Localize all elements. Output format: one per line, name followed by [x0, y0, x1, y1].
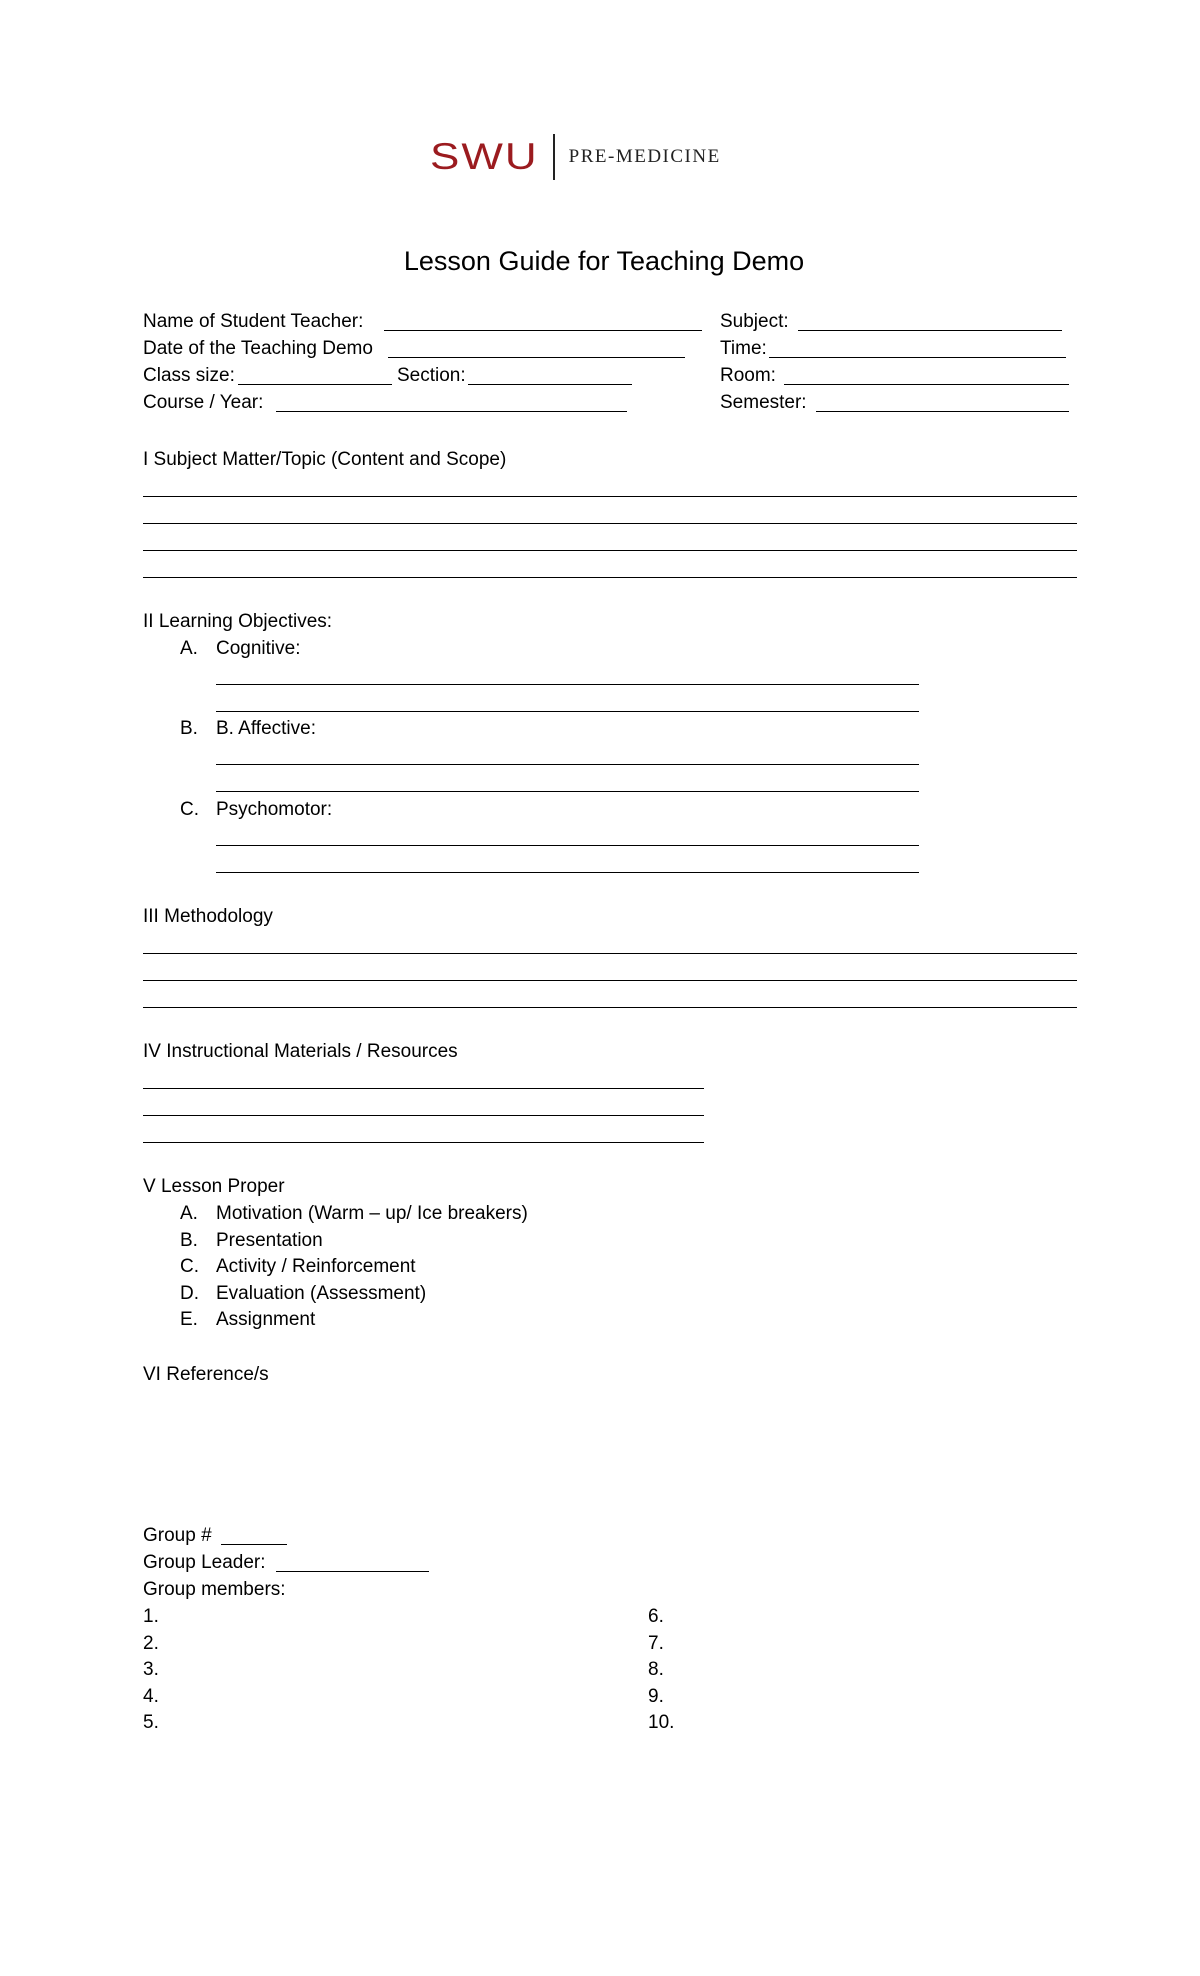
section-materials-heading: IV Instructional Materials / Resources	[143, 1041, 458, 1062]
methodology-line[interactable]	[143, 953, 1077, 954]
list-item-label: Assignment	[216, 1309, 316, 1330]
time-field[interactable]	[769, 357, 1066, 358]
objective-item-cognitive	[180, 636, 780, 663]
logo-divider	[553, 134, 555, 180]
objective-item-affective	[180, 716, 780, 743]
list-item-label: Presentation	[216, 1229, 323, 1251]
time-label: Time:	[720, 338, 767, 359]
section-field[interactable]	[468, 384, 632, 385]
course-year-label: Course / Year:	[143, 392, 264, 413]
cognitive-line[interactable]	[216, 711, 919, 712]
list-marker: A.	[180, 638, 198, 659]
objective-label: Psychomotor:	[216, 799, 333, 820]
page-title: Lesson Guide for Teaching Demo	[403, 246, 805, 276]
logo-subtitle: PRE-MEDICINE	[568, 146, 721, 167]
list-item-label: Motivation (Warm – up/ Ice breakers)	[216, 1203, 528, 1224]
group-number-label: Group #	[143, 1525, 212, 1546]
member-number: 5.	[143, 1712, 159, 1733]
objective-label: B. Affective:	[216, 718, 316, 739]
member-number: 2.	[143, 1632, 159, 1654]
student-teacher-field[interactable]	[384, 330, 702, 331]
affective-line[interactable]	[216, 764, 919, 765]
course-year-field[interactable]	[276, 411, 627, 412]
member-number: 8.	[648, 1659, 664, 1680]
class-size-label: Class size:	[143, 365, 235, 386]
semester-label: Semester:	[720, 392, 807, 413]
list-marker: A.	[180, 1203, 198, 1224]
list-marker: C.	[180, 1256, 199, 1277]
group-members-left	[143, 1604, 443, 1737]
list-marker: B.	[180, 718, 198, 739]
section-lesson-proper-heading: V Lesson Proper	[143, 1176, 285, 1197]
list-marker: C.	[180, 799, 199, 820]
subject-matter-line[interactable]	[143, 577, 1077, 578]
subject-label: Subject:	[720, 311, 789, 332]
objective-item-psychomotor	[180, 797, 780, 824]
psychomotor-line[interactable]	[216, 872, 919, 873]
section-learning-objectives-heading: II Learning Objectives:	[143, 611, 333, 632]
member-number: 9.	[648, 1685, 664, 1707]
list-item	[180, 1228, 780, 1255]
group-members-right	[648, 1604, 948, 1737]
list-item-label: Activity / Reinforcement	[216, 1256, 416, 1277]
affective-line[interactable]	[216, 791, 919, 792]
date-field[interactable]	[388, 357, 685, 358]
list-item	[180, 1254, 780, 1281]
list-marker: E.	[180, 1309, 198, 1330]
list-item	[180, 1307, 780, 1334]
group-number-field[interactable]	[221, 1544, 287, 1545]
member-number: 7.	[648, 1632, 664, 1654]
class-size-field[interactable]	[238, 384, 392, 385]
section-label: Section:	[397, 365, 466, 386]
group-leader-label: Group Leader:	[143, 1552, 266, 1573]
subject-matter-line[interactable]	[143, 550, 1077, 551]
list-item	[180, 1281, 780, 1308]
member-number: 3.	[143, 1659, 159, 1680]
list-item	[180, 1201, 780, 1228]
cognitive-line[interactable]	[216, 684, 919, 685]
subject-matter-line[interactable]	[143, 523, 1077, 524]
logo-mark: SWU	[430, 135, 539, 178]
semester-field[interactable]	[816, 411, 1069, 412]
room-label: Room:	[720, 365, 776, 386]
date-label: Date of the Teaching Demo	[143, 338, 373, 359]
lesson-proper-list	[180, 1201, 780, 1334]
psychomotor-line[interactable]	[216, 845, 919, 846]
methodology-line[interactable]	[143, 1007, 1077, 1008]
group-members-label: Group members:	[143, 1579, 286, 1600]
materials-line[interactable]	[143, 1088, 704, 1089]
subject-matter-line[interactable]	[143, 496, 1077, 497]
list-marker: D.	[180, 1282, 199, 1304]
list-item-label: Evaluation (Assessment)	[216, 1282, 427, 1304]
member-number: 4.	[143, 1685, 159, 1707]
group-leader-field[interactable]	[276, 1571, 429, 1572]
materials-line[interactable]	[143, 1115, 704, 1116]
member-number: 6.	[648, 1606, 664, 1627]
room-field[interactable]	[784, 384, 1069, 385]
member-number: 10.	[648, 1712, 675, 1733]
section-methodology-heading: III Methodology	[143, 906, 273, 927]
list-marker: B.	[180, 1229, 198, 1251]
subject-field[interactable]	[798, 330, 1062, 331]
materials-line[interactable]	[143, 1142, 704, 1143]
objective-label: Cognitive:	[216, 638, 301, 659]
member-number: 1.	[143, 1606, 159, 1627]
student-teacher-label: Name of Student Teacher:	[143, 311, 364, 332]
methodology-line[interactable]	[143, 980, 1077, 981]
section-subject-matter-heading: I Subject Matter/Topic (Content and Scope)	[143, 449, 507, 470]
section-references-heading: VI Reference/s	[143, 1364, 269, 1385]
swu-logo	[430, 132, 721, 182]
